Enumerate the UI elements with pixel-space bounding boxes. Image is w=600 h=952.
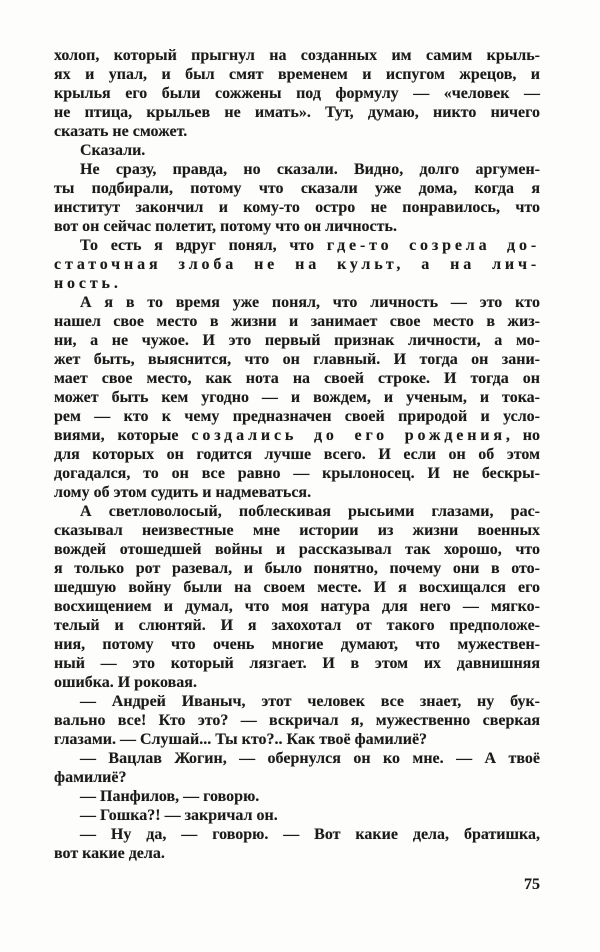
page-text	[54, 46, 540, 863]
emphasized-text-run: где-то созрела до-	[326, 237, 540, 254]
text-run: — Вацлав Жогин, — обернулся он ко мне. — А твоё	[80, 750, 540, 767]
text-run: вально все! Кто это? — вскричал я, мужественно сверкая	[54, 712, 540, 729]
text-run: ния, потому что очень многие думают, что мужествен-	[54, 636, 540, 653]
text-run: сказывал неизвестные мне истории из жизни военных	[54, 522, 540, 539]
text-line	[54, 312, 540, 331]
text-run: ты подбирали, потому что сказали уже дома, когда я	[54, 180, 540, 197]
text-run: холоп, который прыгнул на созданных им самим крыль-	[54, 47, 540, 64]
text-run: — Ну да, — говорю. — Вот какие дела, братишка,	[80, 826, 540, 843]
emphasized-text-run: создались до его рождения	[191, 427, 506, 444]
text-line	[54, 768, 540, 787]
text-line	[54, 540, 540, 559]
text-run: вождей отошедшей войны и рассказывал так хорошо, что	[54, 541, 540, 558]
text-run: А светловолосый, поблескивая рысьими глазами, рас-	[80, 503, 540, 520]
text-line	[54, 160, 540, 179]
text-run: догадался, то он все равно — крылоносец. И не бескры-	[54, 465, 540, 482]
text-run: лому об этом судить и надмеваться.	[54, 484, 312, 501]
text-run: не птица, крыльев не имать». Тут, думаю, никто ничего	[54, 104, 540, 121]
text-line	[54, 749, 540, 768]
text-run: ный — это который лязгает. И в этом их давнишняя	[54, 655, 540, 672]
text-run: может быть кем угодно — и вождем, и ученым, и тока-	[54, 389, 540, 406]
text-run: жет быть, выяснится, что он главный. И тогда он зани-	[54, 351, 540, 368]
text-line	[54, 369, 540, 388]
text-run: ошибка. И роковая.	[54, 674, 197, 691]
text-line	[54, 635, 540, 654]
text-line	[54, 825, 540, 844]
text-line	[54, 483, 540, 502]
text-line	[54, 293, 540, 312]
text-line	[54, 711, 540, 730]
text-line	[54, 730, 540, 749]
text-run: вот какие дела.	[54, 845, 165, 862]
text-run: крылья его были сожжены под формулу — «человек —	[54, 85, 540, 102]
text-run: восхищением и думал, что моя натура для него — мягко-	[54, 598, 540, 615]
text-line	[54, 179, 540, 198]
text-line	[54, 84, 540, 103]
text-line	[54, 46, 540, 65]
text-line	[54, 673, 540, 692]
text-run: А я в то время уже понял, что личность — это кто	[80, 294, 540, 311]
text-line	[54, 65, 540, 84]
text-line	[54, 787, 540, 806]
text-line	[54, 407, 540, 426]
text-run: Сказали.	[80, 142, 146, 159]
text-run: Не сразу, правда, но сказали. Видно, долго аргумен-	[80, 161, 540, 178]
text-line	[54, 426, 540, 445]
text-line	[54, 521, 540, 540]
text-run: То есть я вдруг понял, что	[80, 237, 327, 254]
emphasized-text-run: статочная злоба не на культ, а на лич-	[54, 256, 540, 273]
text-run: нашел свое место в жизни и занимает свое место в жиз-	[54, 313, 540, 330]
text-run: сказать не сможет.	[54, 123, 188, 140]
text-line	[54, 464, 540, 483]
text-line	[54, 350, 540, 369]
text-line	[54, 692, 540, 711]
text-run: для которых он годится лучше всего. И если он об этом	[54, 446, 540, 463]
text-line	[54, 388, 540, 407]
text-line	[54, 445, 540, 464]
text-line	[54, 578, 540, 597]
text-run: — Гошка?! — закричал он.	[80, 807, 278, 824]
text-line	[54, 198, 540, 217]
text-line	[54, 331, 540, 350]
text-line	[54, 654, 540, 673]
text-run: я только рот разевал, и было понятно, почему они в ото-	[54, 560, 540, 577]
text-line	[54, 236, 540, 255]
text-run: , но	[505, 427, 541, 444]
page-number: 75	[524, 876, 540, 893]
text-line	[54, 597, 540, 616]
text-run: шедшую войну были на своем месте. И я восхищался его	[54, 579, 540, 596]
emphasized-text-run: ность.	[54, 275, 122, 292]
text-run: ях и упал, и был смят временем и испугом жрецов, и	[54, 66, 540, 83]
text-line	[54, 559, 540, 578]
text-run: мает свое место, как нота на своей строке. И тогда он	[54, 370, 540, 387]
text-line	[54, 255, 540, 274]
text-run: ни, а не чужое. И это первый признак личности, а мо-	[54, 332, 540, 349]
text-run: — Андрей Иваныч, этот человек все знает, ну бук-	[80, 693, 540, 710]
text-line	[54, 844, 540, 863]
text-run: — Панфилов, — говорю.	[80, 788, 260, 805]
text-line	[54, 141, 540, 160]
text-line	[54, 616, 540, 635]
text-line	[54, 122, 540, 141]
text-run: телый и слюнтяй. И я захохотал от такого предположе-	[54, 617, 540, 634]
text-run: глазами. — Слушай... Ты кто?.. Как твоё фамилиё?	[54, 731, 428, 748]
text-line	[54, 806, 540, 825]
text-run: вот он сейчас полетит, потому что он личность.	[54, 218, 397, 235]
text-run: рем — кто к чему предназначен своей природой и усло-	[54, 408, 540, 425]
text-run: фамилиё?	[54, 769, 127, 786]
text-run: виями, которые	[54, 427, 192, 444]
text-line	[54, 103, 540, 122]
text-run: институт закончил и кому-то остро не понравилось, что	[54, 199, 540, 216]
text-line	[54, 274, 540, 293]
text-line	[54, 502, 540, 521]
text-line	[54, 217, 540, 236]
